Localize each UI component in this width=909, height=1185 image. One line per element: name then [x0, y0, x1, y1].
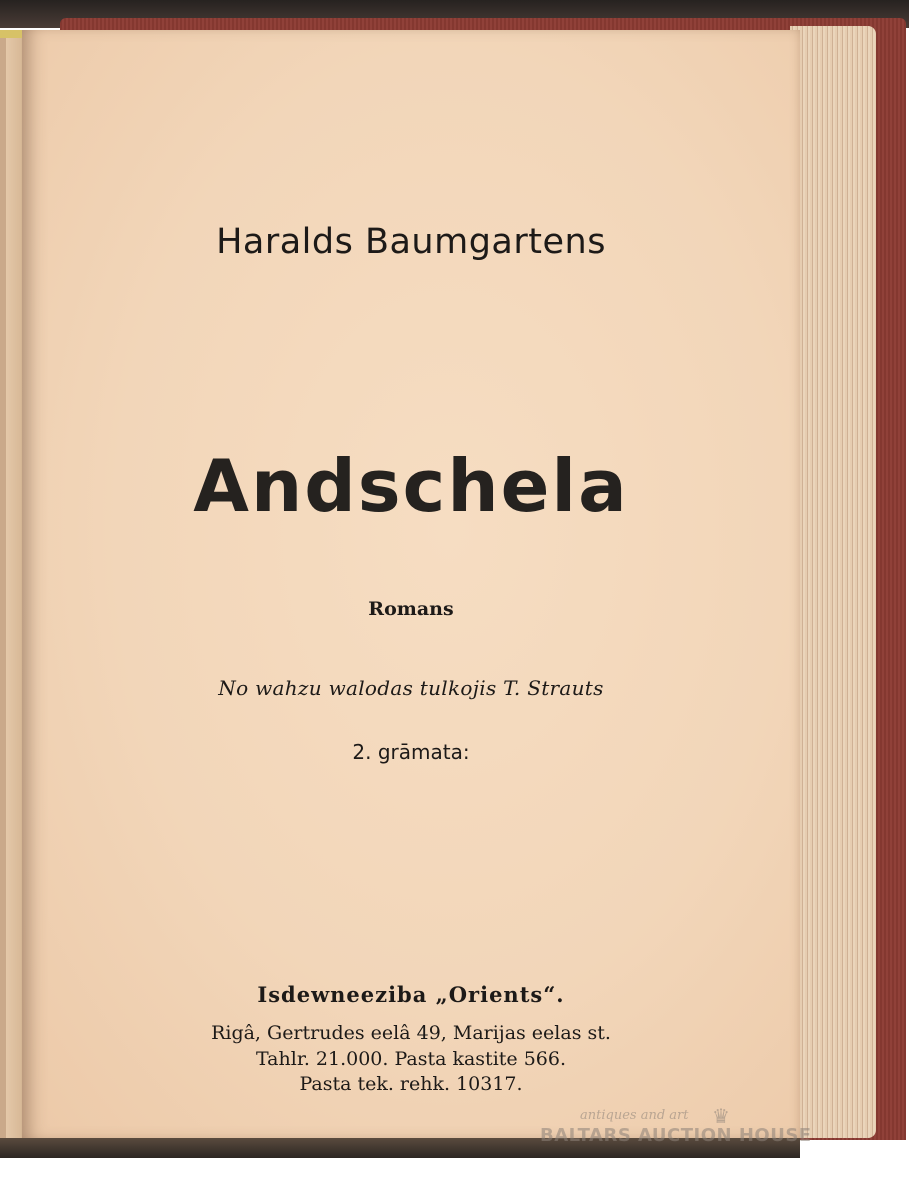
- translator-line: No wahzu walodas tulkojis T. Strauts: [218, 676, 604, 700]
- publisher-phone: Tahlr. 21.000. Pasta kastite 566.: [255, 1048, 566, 1070]
- volume-label: 2. grāmata:: [352, 740, 470, 764]
- author-name: Haralds Baumgartens: [216, 222, 606, 262]
- left-page-edge: [0, 30, 6, 1140]
- crown-icon: ♛: [712, 1106, 730, 1128]
- publisher-name: Isdewneeziba „Orients“.: [257, 982, 565, 1007]
- watermark: [540, 1108, 840, 1148]
- genre-label: Romans: [368, 598, 454, 620]
- title-page: [22, 30, 800, 1138]
- watermark-tagline: antiques and art: [580, 1108, 689, 1123]
- page-stack-edge: [790, 26, 876, 1138]
- publisher-account: Pasta tek. rehk. 10317.: [299, 1073, 523, 1095]
- watermark-name: BALTARS AUCTION HOUSE: [540, 1125, 812, 1146]
- book-title: Andschela: [193, 444, 629, 528]
- publisher-address: Rigâ, Gertrudes eelâ 49, Marijas eelas st.: [211, 1022, 611, 1044]
